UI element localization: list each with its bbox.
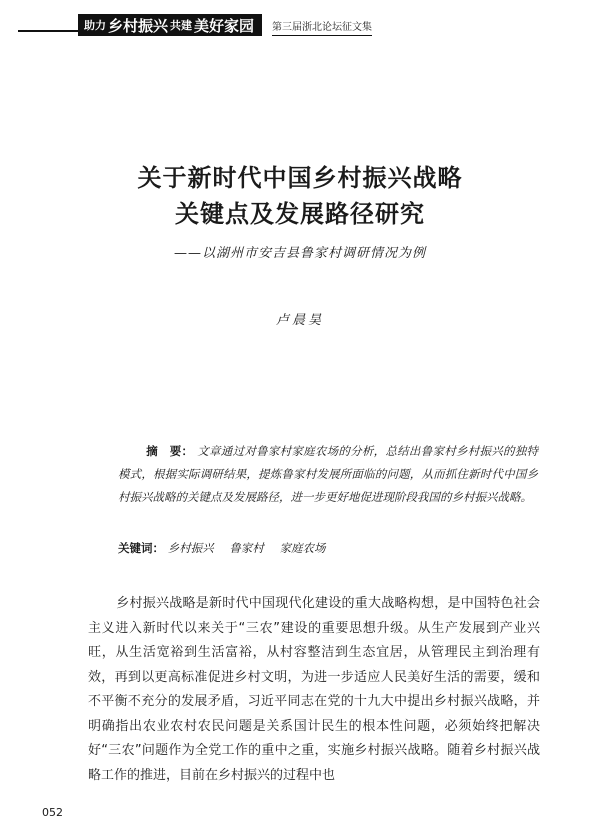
- keyword: 家庭农场: [279, 541, 326, 555]
- page-number: 052: [42, 806, 63, 819]
- abstract-label: 摘 要：: [146, 444, 194, 458]
- header-term-1: 乡村振兴: [108, 16, 169, 35]
- keywords-label: 关键词：: [118, 541, 164, 555]
- keyword: 鲁家村: [229, 541, 264, 555]
- article-title-line-1: 关于新时代中国乡村振兴战略: [137, 163, 463, 192]
- abstract-text: 文章通过对鲁家村家庭农场的分析，总结出鲁家村乡村振兴的独特模式，根据实际调研结果，提炼鲁家村发展所面临的问题，从而抓住新时代中国乡村振兴战略的关键点及发展路径，进一步更好地促进现阶段我国的乡村振兴战略。: [118, 444, 539, 504]
- author-name: 卢晨昊: [275, 313, 324, 328]
- keyword: 乡村振兴: [167, 541, 214, 555]
- keywords: [118, 540, 538, 556]
- header-rule: [18, 30, 78, 32]
- header-prefix: 助力: [84, 19, 106, 32]
- abstract: [118, 440, 538, 509]
- article-subtitle: ——以湖州市安吉县鲁家村调研情况为例: [173, 246, 426, 261]
- body-paragraph: [88, 592, 540, 788]
- running-header: [18, 14, 398, 36]
- header-subtitle: 第三届浙北论坛征文集: [272, 18, 372, 36]
- body-paragraph-text: 乡村振兴战略是新时代中国现代化建设的重大战略构想，是中国特色社会主义进入新时代以来关于“三农”建设的重要思想升级。从生产发展到产业兴旺，从生活宽裕到生活富裕，从村容整洁到生态宜居，从管理民主到治理有效，再到以更高标准促进乡村文明，为进一步适应人民美好生活的需要，缓和不平衡不充分的发展矛盾，习近平同志在党的十九大中提出乡村振兴战略，并明确指出农业农村农民问题是关系国计民生的根本性问题，必须始终把解决好“三农”问题作为全党工作的重中之重，实施乡村振兴战略。随着乡村振兴战略工作的推进，目前在乡村振兴的过程中也: [88, 596, 540, 783]
- header-banner: [78, 14, 262, 36]
- header-connector: 共建: [170, 19, 193, 32]
- header-term-2: 美好家园: [194, 16, 255, 35]
- article-title-line-2: 关键点及发展路径研究: [175, 199, 425, 228]
